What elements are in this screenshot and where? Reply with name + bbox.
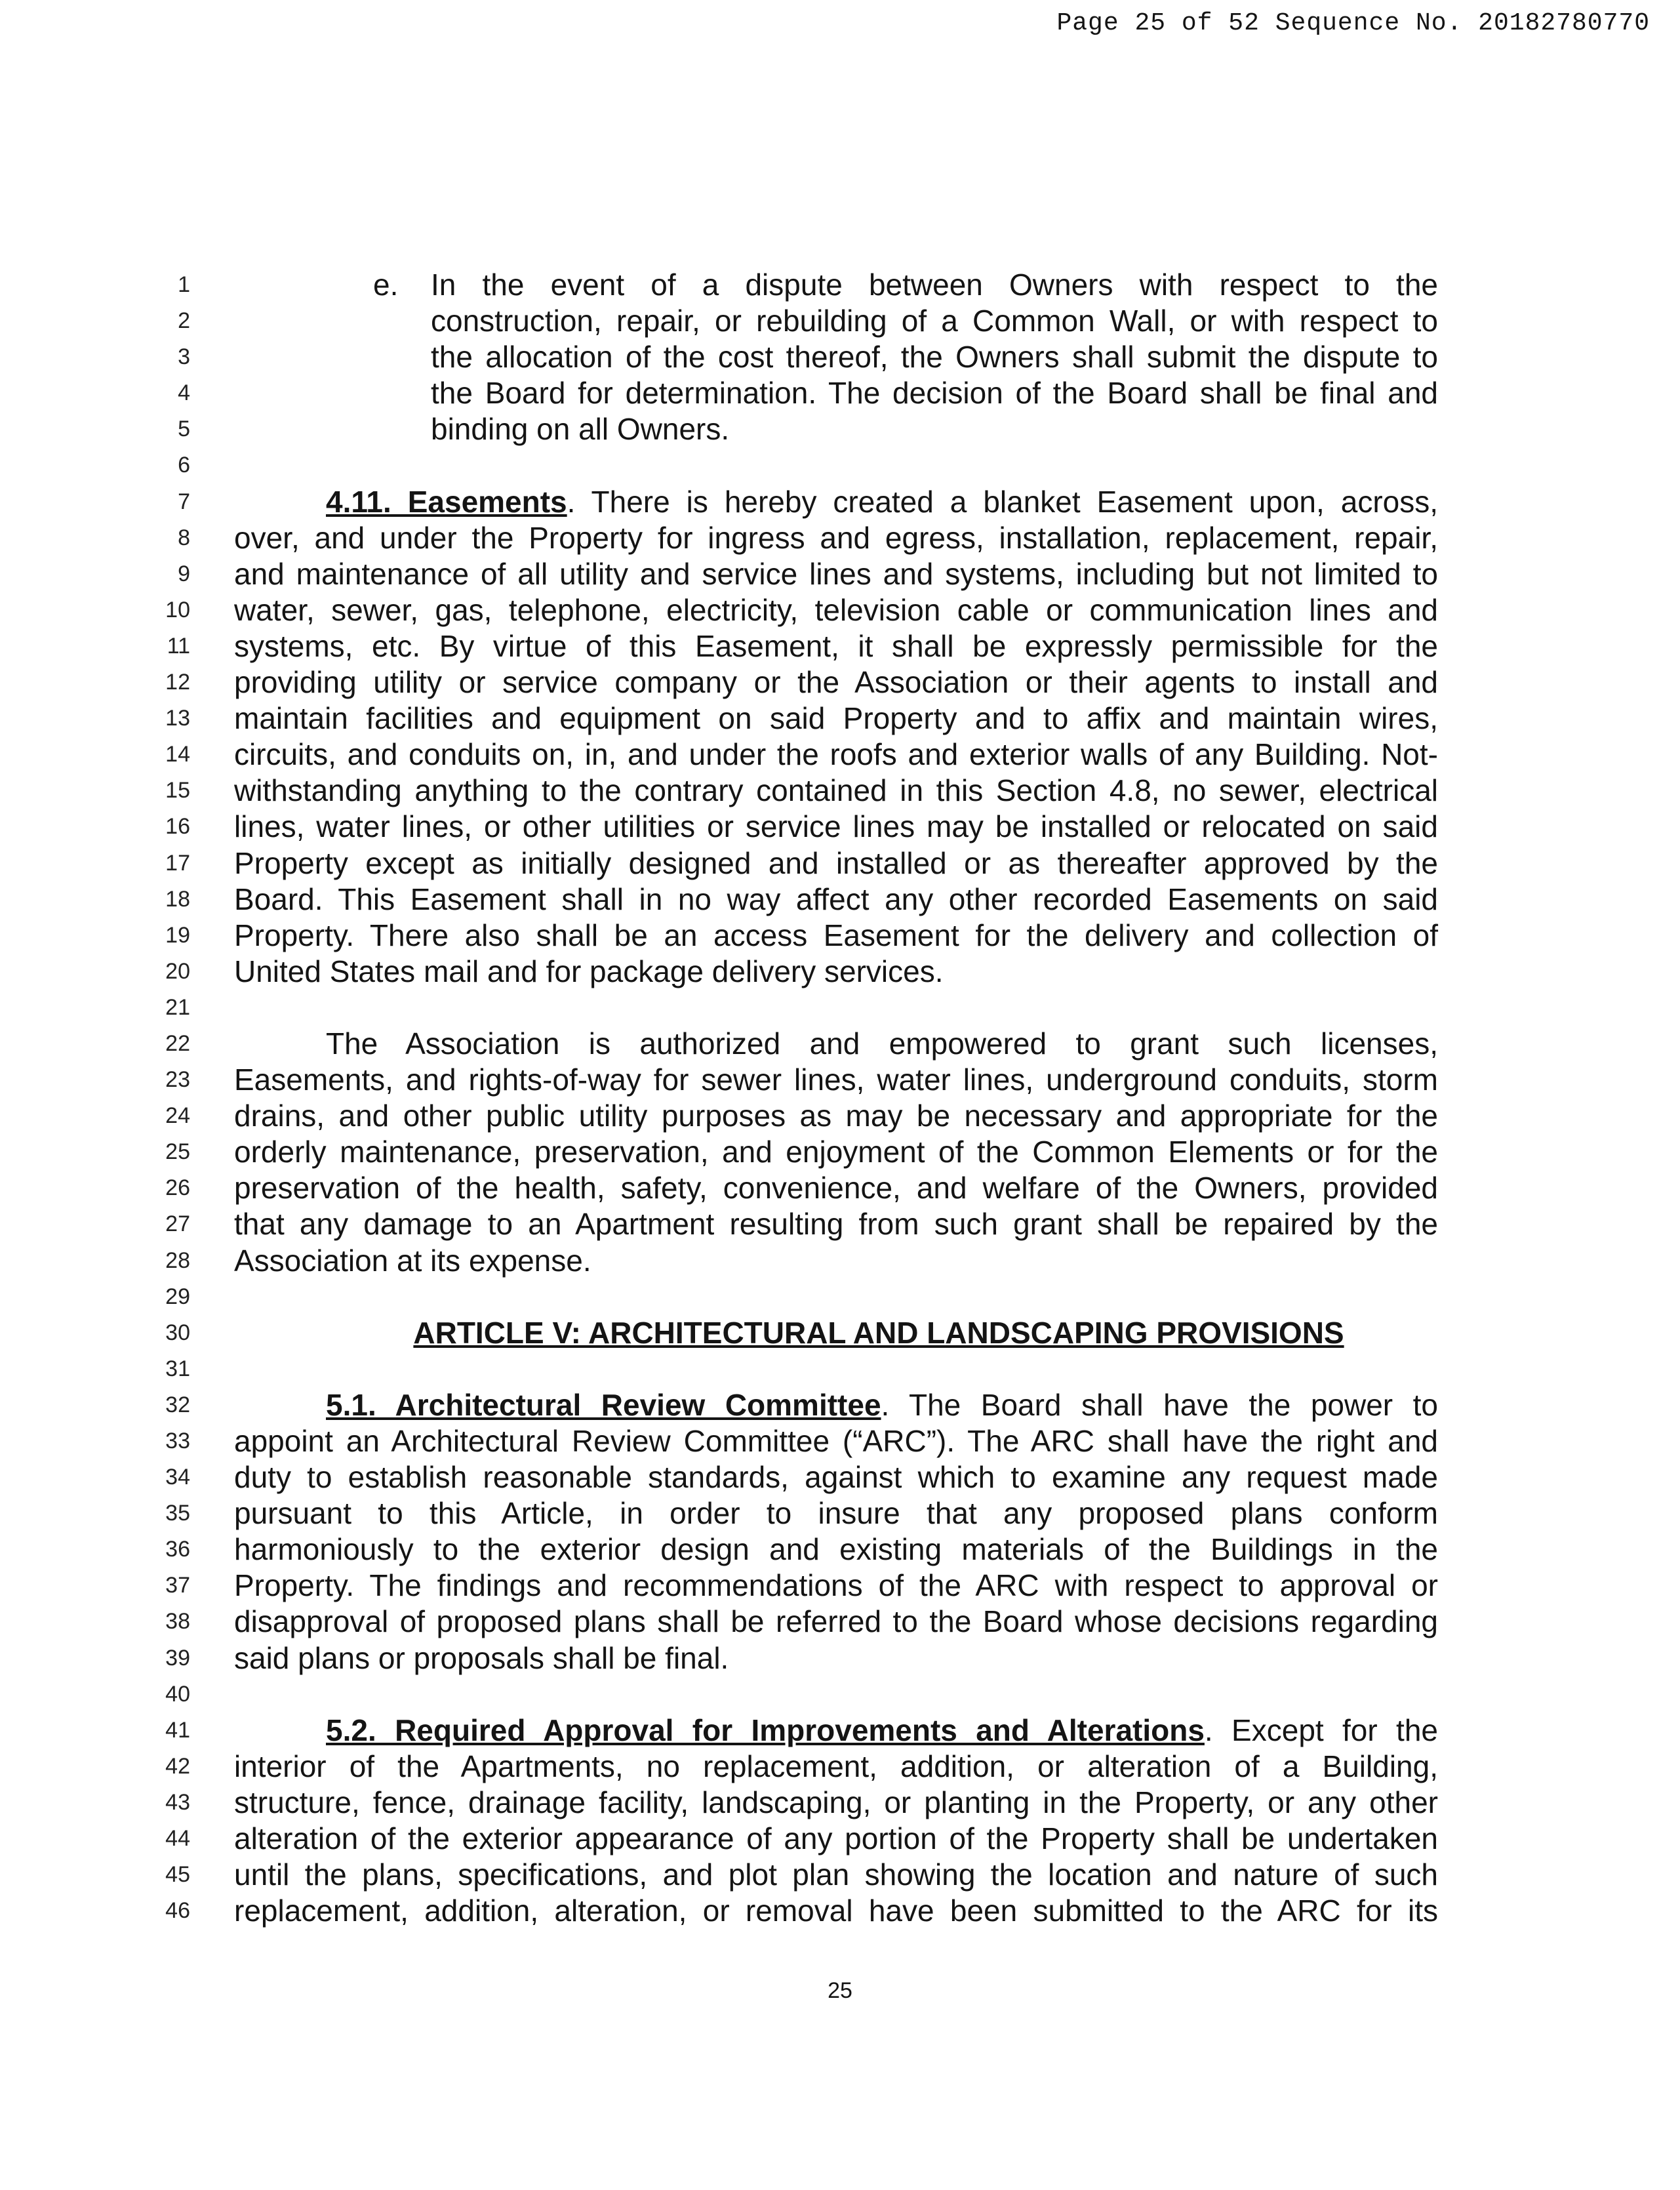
item-e-text: In the event of a dispute between Owners with respect to the xyxy=(431,268,1438,302)
line-number: 33 xyxy=(165,1429,190,1453)
line-number: 17 xyxy=(165,850,190,876)
association-para-line: Easements, and rights-of-way for sewer lines, water lines, underground conduits, storm xyxy=(234,1063,1438,1097)
section-5-1-line: harmoniously to the exterior design and existing materials of the Buildings in the xyxy=(234,1532,1438,1567)
section-5-2-line: structure, fence, drainage facility, landscaping, or planting in the Property, or any other xyxy=(234,1785,1438,1819)
line-number: 30 xyxy=(165,1320,190,1345)
line-number: 20 xyxy=(165,958,190,984)
line-number: 34 xyxy=(165,1465,190,1490)
section-4-11-heading: 4.11. Easements xyxy=(326,484,567,519)
association-para-line: Association at its expense. xyxy=(234,1243,591,1278)
line-number: 5 xyxy=(178,416,190,442)
line-number: 18 xyxy=(165,886,190,912)
section-4-11-line: and maintenance of all utility and service lines and systems, including but not limited to xyxy=(234,556,1438,591)
section-4-11-line: lines, water lines, or other utilities or service lines may be installed or relocated on said xyxy=(234,809,1438,844)
item-e-line xyxy=(234,267,1438,303)
section-5-1-first-line: 5.1. Architectural Review Committee. The Board shall have the power to xyxy=(326,1387,1438,1422)
line-number: 23 xyxy=(165,1067,190,1093)
section-5-1-line: appoint an Architectural Review Committee (“ARC”). The ARC shall have the right and xyxy=(234,1424,1438,1458)
line-number: 32 xyxy=(165,1392,190,1417)
association-para-first-line: The Association is authorized and empowered to grant such licenses, xyxy=(326,1026,1438,1061)
section-5-2-line: replacement, addition, alteration, or removal have been submitted to the ARC for its xyxy=(234,1894,1438,1928)
item-e-text: the Board for determination. The decision of the Board shall be final and xyxy=(431,376,1438,411)
section-4-11-line: over, and under the Property for ingress and egress, installation, replacement, repair, xyxy=(234,520,1438,555)
section-4-11-line: Board. This Easement shall in no way affect any other recorded Easements on said xyxy=(234,882,1438,916)
line-number: 8 xyxy=(178,525,190,550)
section-5-2-first-line: 5.2. Required Approval for Improvements and Alterations. Except for the xyxy=(326,1713,1438,1747)
line-number: 27 xyxy=(165,1211,190,1237)
section-5-1-line: Property. The findings and recommendations of the ARC with respect to approval or xyxy=(234,1568,1438,1603)
article-v-heading: ARTICLE V: ARCHITECTURAL AND LANDSCAPING PROVISIONS xyxy=(413,1315,1344,1350)
line-number: 26 xyxy=(165,1175,190,1201)
association-para-line: preservation of the health, safety, convenience, and welfare of the Owners, provided xyxy=(234,1171,1438,1206)
line-number: 39 xyxy=(165,1645,190,1671)
line-number: 40 xyxy=(165,1681,190,1707)
section-5-1-line: duty to establish reasonable standards, against which to examine any request made xyxy=(234,1460,1438,1495)
item-e-marker: e. xyxy=(373,268,399,302)
line-number: 43 xyxy=(165,1789,190,1815)
line-number: 42 xyxy=(165,1753,190,1779)
line-number: 38 xyxy=(165,1609,190,1634)
section-5-2-line: until the plans, specifications, and plot plan showing the location and nature of such xyxy=(234,1857,1438,1892)
line-number: 13 xyxy=(165,706,190,731)
line-number: 44 xyxy=(165,1826,190,1852)
section-5-2-line: alteration of the exterior appearance of any portion of the Property shall be undertaken xyxy=(234,1821,1438,1856)
section-4-11-line: water, sewer, gas, telephone, electricity, television cable or communication lines and xyxy=(234,592,1438,627)
section-5-1-line: said plans or proposals shall be final. xyxy=(234,1640,729,1675)
line-number: 16 xyxy=(165,814,190,840)
line-number: 14 xyxy=(165,742,190,767)
association-para-line: orderly maintenance, preservation, and enjoyment of the Common Elements or for the xyxy=(234,1135,1438,1169)
line-number: 22 xyxy=(165,1030,190,1056)
section-4-11-line: systems, etc. By virtue of this Easement, it shall be expressly permissible for the xyxy=(234,628,1438,663)
line-number: 28 xyxy=(165,1247,190,1273)
section-5-2-line: interior of the Apartments, no replacement, addition, or alteration of a Building, xyxy=(234,1749,1438,1783)
section-5-2-heading: 5.2. Required Approval for Improvements and Alterations xyxy=(326,1713,1205,1747)
section-5-1-line: disapproval of proposed plans shall be referred to the Board whose decisions regarding xyxy=(234,1604,1438,1639)
line-number: 37 xyxy=(165,1573,190,1598)
section-4-11-line: Property except as initially designed and installed or as thereafter approved by the xyxy=(234,845,1438,880)
line-number: 31 xyxy=(165,1356,190,1381)
section-5-1-heading: 5.1. Architectural Review Committee xyxy=(326,1387,881,1422)
item-e-text: construction, repair, or rebuilding of a Common Wall, or with respect to xyxy=(431,304,1438,338)
line-number: 6 xyxy=(178,453,190,478)
line-number: 12 xyxy=(165,670,190,695)
page-header: Page 25 of 52 Sequence No. 20182780770 xyxy=(1056,9,1650,37)
page-number: 25 xyxy=(828,1978,852,2003)
section-4-11-line: United States mail and for package delivery services. xyxy=(234,954,944,988)
item-e-text: the allocation of the cost thereof, the Owners shall submit the dispute to xyxy=(431,340,1438,375)
item-e-text: binding on all Owners. xyxy=(431,412,730,447)
section-5-1-line: pursuant to this Article, in order to insure that any proposed plans conform xyxy=(234,1496,1438,1531)
line-number: 24 xyxy=(165,1103,190,1129)
association-para-line: that any damage to an Apartment resulting from such grant shall be repaired by the xyxy=(234,1207,1438,1242)
line-number: 10 xyxy=(165,597,190,622)
line-number: 21 xyxy=(165,994,190,1020)
line-number: 2 xyxy=(178,308,190,334)
section-4-11-line: Property. There also shall be an access Easement for the delivery and collection of xyxy=(234,918,1438,952)
line-numbers xyxy=(151,267,190,1929)
line-number: 19 xyxy=(165,922,190,948)
section-4-11-first-line: 4.11. Easements. There is hereby created a blanket Easement upon, across, xyxy=(326,484,1439,519)
line-number: 29 xyxy=(165,1284,190,1309)
line-number: 46 xyxy=(165,1898,190,1924)
section-4-11-line: circuits, and conduits on, in, and under the roofs and exterior walls of any Building. Not- xyxy=(234,737,1438,772)
line-number: 45 xyxy=(165,1862,190,1888)
line-number: 11 xyxy=(167,633,190,659)
line-number: 41 xyxy=(165,1717,190,1743)
line-number: 9 xyxy=(178,561,190,586)
line-number: 4 xyxy=(178,380,190,406)
line-number: 15 xyxy=(165,778,190,803)
section-4-11-line: maintain facilities and equipment on said Property and to affix and maintain wires, xyxy=(234,701,1438,736)
section-4-11-line: withstanding anything to the contrary contained in this Section 4.8, no sewer, electrical xyxy=(234,773,1438,808)
line-number: 35 xyxy=(165,1501,190,1526)
document-body xyxy=(234,267,1438,1929)
section-4-11-line: providing utility or service company or the Association or their agents to install and xyxy=(234,665,1438,700)
line-number: 36 xyxy=(165,1537,190,1562)
line-number: 25 xyxy=(165,1139,190,1165)
line-number: 1 xyxy=(178,272,190,297)
association-para-line: drains, and other public utility purposes as may be necessary and appropriate for the xyxy=(234,1099,1438,1133)
line-number: 7 xyxy=(178,489,190,514)
line-number: 3 xyxy=(178,344,190,370)
